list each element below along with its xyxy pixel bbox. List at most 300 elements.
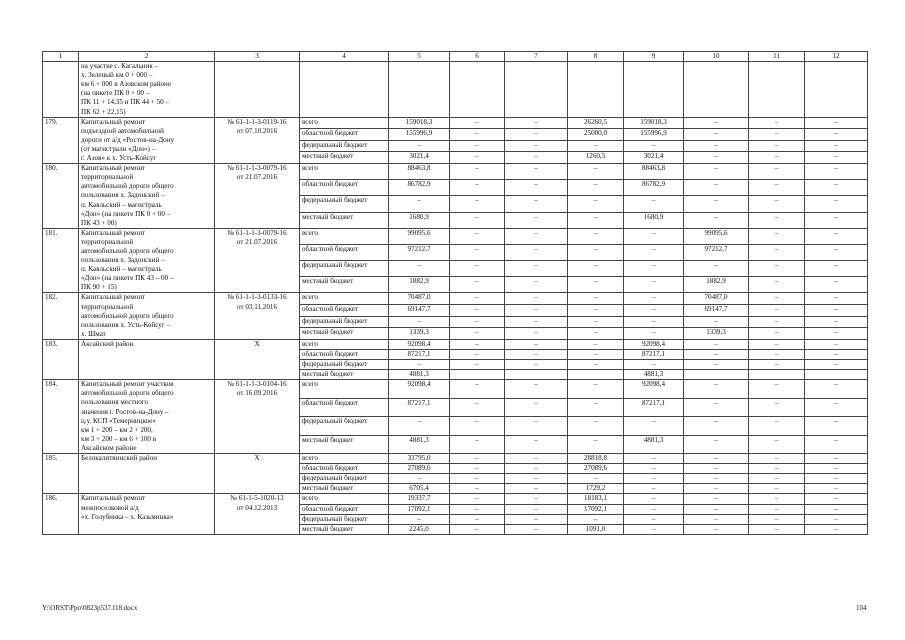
amount-cell: –	[684, 117, 749, 129]
amount-cell: –	[805, 293, 868, 305]
amount-cell: –	[450, 524, 505, 534]
table-row	[43, 339, 868, 349]
funding-source: федеральный бюджет	[300, 316, 389, 328]
funding-source: всего	[300, 293, 389, 305]
amount-cell: –	[805, 140, 868, 152]
item-name: Аксайский район	[79, 339, 215, 379]
amount-cell: –	[624, 417, 684, 435]
table-cell	[568, 62, 624, 118]
amount-cell: –	[624, 454, 684, 464]
amount-cell: –	[505, 504, 568, 514]
amount-cell: –	[805, 360, 868, 370]
column-header: 2	[79, 52, 215, 62]
amount-cell: –	[568, 196, 624, 212]
amount-cell: 1882,9	[684, 277, 749, 293]
column-header: 10	[684, 52, 749, 62]
funding-source: областной бюджет	[300, 350, 389, 360]
amount-cell: –	[450, 129, 505, 141]
amount-cell: –	[684, 380, 749, 398]
amount-cell: 17092,1	[389, 504, 450, 514]
amount-cell: –	[505, 454, 568, 464]
funding-source: областной бюджет	[300, 398, 389, 416]
amount-cell: –	[624, 140, 684, 152]
item-number: 181.	[43, 228, 79, 293]
amount-cell: –	[389, 514, 450, 524]
amount-cell: 2245,0	[389, 524, 450, 534]
amount-cell: 17092,1	[568, 504, 624, 514]
amount-cell: –	[624, 293, 684, 305]
amount-cell: –	[505, 212, 568, 228]
amount-cell: –	[749, 435, 805, 453]
amount-cell: –	[749, 417, 805, 435]
amount-cell: 4881,3	[624, 370, 684, 380]
registration-number: № 61-1-1-3-0079-16 от 21.07.2016	[215, 228, 300, 293]
amount-cell: 6705,4	[389, 484, 450, 494]
amount-cell: –	[624, 228, 684, 244]
amount-cell: –	[505, 514, 568, 524]
amount-cell: –	[684, 524, 749, 534]
amount-cell: 26260,5	[568, 117, 624, 129]
amount-cell: 86782,9	[389, 180, 450, 196]
amount-cell: –	[450, 140, 505, 152]
amount-cell: –	[505, 435, 568, 453]
amount-cell: 3021,4	[389, 152, 450, 164]
amount-cell: –	[684, 350, 749, 360]
amount-cell: 69147,7	[684, 305, 749, 317]
amount-cell: 19337,7	[389, 494, 450, 504]
amount-cell: 1882,9	[389, 277, 450, 293]
amount-cell: 88463,8	[389, 164, 450, 180]
amount-cell	[505, 370, 568, 380]
table-cell	[389, 62, 450, 118]
item-name: Капитальный ремонт межпоселковой а/д «х. Голубинка – х. Казьминка»	[79, 494, 215, 534]
amount-cell: –	[568, 360, 624, 370]
amount-cell: –	[505, 305, 568, 317]
amount-cell: –	[624, 261, 684, 277]
amount-cell: –	[450, 196, 505, 212]
item-number: 182.	[43, 293, 79, 339]
amount-cell: –	[389, 316, 450, 328]
column-header: 11	[749, 52, 805, 62]
amount-cell: –	[389, 261, 450, 277]
amount-cell: 4881,3	[389, 370, 450, 380]
amount-cell: –	[450, 293, 505, 305]
amount-cell: –	[450, 316, 505, 328]
amount-cell: –	[684, 140, 749, 152]
amount-cell: –	[568, 380, 624, 398]
amount-cell: 70487,0	[684, 293, 749, 305]
amount-cell: –	[684, 474, 749, 484]
funding-source: федеральный бюджет	[300, 360, 389, 370]
amount-cell	[450, 370, 505, 380]
amount-cell: –	[684, 212, 749, 228]
amount-cell: –	[684, 196, 749, 212]
amount-cell: –	[805, 350, 868, 360]
footer-file-path: Y:\ORST\Ppo\0823p537.f18.docx	[42, 604, 138, 612]
funding-source: областной бюджет	[300, 464, 389, 474]
column-header: 4	[300, 52, 389, 62]
amount-cell: –	[389, 474, 450, 484]
amount-cell: 1680,9	[624, 212, 684, 228]
amount-cell: 87217,1	[624, 350, 684, 360]
amount-cell: –	[568, 244, 624, 260]
amount-cell: –	[805, 164, 868, 180]
amount-cell: –	[749, 524, 805, 534]
amount-cell: 159018,3	[624, 117, 684, 129]
table-cell	[684, 62, 749, 118]
table-row	[43, 454, 868, 464]
amount-cell: –	[805, 316, 868, 328]
amount-cell: –	[805, 117, 868, 129]
amount-cell: –	[624, 464, 684, 474]
column-header: 8	[568, 52, 624, 62]
amount-cell: –	[624, 196, 684, 212]
funding-source: федеральный бюджет	[300, 196, 389, 212]
funding-source: местный бюджет	[300, 277, 389, 293]
amount-cell: –	[749, 380, 805, 398]
amount-cell	[684, 370, 749, 380]
amount-cell: –	[450, 261, 505, 277]
amount-cell: –	[450, 350, 505, 360]
amount-cell: –	[624, 484, 684, 494]
funding-source: местный бюджет	[300, 435, 389, 453]
amount-cell: –	[505, 228, 568, 244]
amount-cell: –	[749, 117, 805, 129]
amount-cell: –	[450, 152, 505, 164]
amount-cell: –	[684, 514, 749, 524]
amount-cell: –	[749, 196, 805, 212]
table-row	[43, 228, 868, 244]
funding-source: всего	[300, 494, 389, 504]
amount-cell: –	[624, 277, 684, 293]
amount-cell: 1680,9	[389, 212, 450, 228]
amount-cell: –	[450, 277, 505, 293]
amount-cell: 33795,0	[389, 454, 450, 464]
amount-cell: –	[684, 129, 749, 141]
column-header: 3	[215, 52, 300, 62]
funding-source: местный бюджет	[300, 524, 389, 534]
amount-cell: 69147,7	[389, 305, 450, 317]
amount-cell: –	[505, 360, 568, 370]
amount-cell: –	[568, 277, 624, 293]
amount-cell: –	[450, 305, 505, 317]
amount-cell: –	[450, 454, 505, 464]
table-cell	[300, 62, 389, 118]
item-name: Капитальный ремонт подъездной автомобильной дороги от а/д «Ростов-на-Дону (от магистрали «Дон») – г. Азов» к х. Усть-Койсуг	[79, 117, 215, 163]
column-header: 1	[43, 52, 79, 62]
amount-cell: –	[749, 464, 805, 474]
column-header: 7	[505, 52, 568, 62]
amount-cell: 159018,3	[389, 117, 450, 129]
funding-source: всего	[300, 164, 389, 180]
amount-cell: –	[805, 380, 868, 398]
amount-cell: –	[505, 196, 568, 212]
amount-cell: –	[450, 417, 505, 435]
amount-cell: –	[684, 435, 749, 453]
amount-cell: 97212,7	[389, 244, 450, 260]
amount-cell: –	[805, 435, 868, 453]
amount-cell: –	[749, 277, 805, 293]
registration-number: № 61-1-1-3-0104-16 от 16.09.2016	[215, 380, 300, 454]
amount-cell: –	[749, 212, 805, 228]
amount-cell: –	[568, 474, 624, 484]
amount-cell: –	[568, 328, 624, 340]
amount-cell: –	[805, 305, 868, 317]
amount-cell: –	[805, 514, 868, 524]
amount-cell: 4881,3	[389, 435, 450, 453]
amount-cell: –	[568, 180, 624, 196]
amount-cell: 155996,9	[624, 129, 684, 141]
amount-cell: –	[568, 305, 624, 317]
item-number: 179.	[43, 117, 79, 163]
amount-cell: –	[749, 360, 805, 370]
amount-cell: –	[749, 152, 805, 164]
amount-cell: 92098,4	[389, 339, 450, 349]
amount-cell: –	[450, 514, 505, 524]
amount-cell: –	[568, 435, 624, 453]
table-cell	[805, 62, 868, 118]
amount-cell: –	[749, 454, 805, 464]
amount-cell: –	[624, 244, 684, 260]
amount-cell: –	[450, 328, 505, 340]
amount-cell: –	[505, 152, 568, 164]
funding-source: федеральный бюджет	[300, 140, 389, 152]
amount-cell: 27089,6	[389, 464, 450, 474]
amount-cell: –	[805, 417, 868, 435]
funding-source: федеральный бюджет	[300, 417, 389, 435]
amount-cell: –	[624, 305, 684, 317]
amount-cell: –	[450, 360, 505, 370]
amount-cell: –	[805, 484, 868, 494]
amount-cell: –	[684, 454, 749, 464]
amount-cell: –	[805, 328, 868, 340]
amount-cell: 99095,6	[684, 228, 749, 244]
table-cell	[215, 62, 300, 118]
amount-cell: –	[568, 293, 624, 305]
amount-cell: 70487,0	[389, 293, 450, 305]
amount-cell: –	[450, 398, 505, 416]
amount-cell: –	[505, 316, 568, 328]
amount-cell: –	[805, 244, 868, 260]
budget-table	[42, 51, 868, 535]
amount-cell: –	[684, 398, 749, 416]
amount-cell: 87217,1	[389, 398, 450, 416]
item-number: 186.	[43, 494, 79, 534]
amount-cell: –	[749, 350, 805, 360]
amount-cell: –	[749, 293, 805, 305]
amount-cell: –	[505, 494, 568, 504]
funding-source: местный бюджет	[300, 212, 389, 228]
item-number: 184.	[43, 380, 79, 454]
amount-cell: –	[805, 339, 868, 349]
amount-cell: 86782,9	[624, 180, 684, 196]
amount-cell: –	[749, 474, 805, 484]
amount-cell: –	[805, 152, 868, 164]
amount-cell: –	[749, 244, 805, 260]
amount-cell: –	[805, 228, 868, 244]
amount-cell: –	[450, 244, 505, 260]
amount-cell: –	[684, 261, 749, 277]
table-row	[43, 164, 868, 180]
amount-cell: –	[505, 417, 568, 435]
column-header: 5	[389, 52, 450, 62]
amount-cell: –	[749, 328, 805, 340]
amount-cell: –	[684, 180, 749, 196]
funding-source: местный бюджет	[300, 370, 389, 380]
amount-cell: 25000,0	[568, 129, 624, 141]
amount-cell	[805, 370, 868, 380]
amount-cell: –	[505, 244, 568, 260]
amount-cell: –	[749, 305, 805, 317]
amount-cell: –	[505, 117, 568, 129]
amount-cell: –	[749, 140, 805, 152]
amount-cell: –	[389, 360, 450, 370]
amount-cell: 1729,2	[568, 484, 624, 494]
amount-cell: –	[684, 316, 749, 328]
funding-source: федеральный бюджет	[300, 261, 389, 277]
amount-cell: –	[450, 504, 505, 514]
table-row	[43, 293, 868, 305]
table-cell	[624, 62, 684, 118]
amount-cell: –	[450, 339, 505, 349]
amount-cell: –	[568, 398, 624, 416]
item-number: 185.	[43, 454, 79, 494]
amount-cell: –	[805, 277, 868, 293]
amount-cell: –	[568, 417, 624, 435]
amount-cell: –	[505, 398, 568, 416]
amount-cell: –	[749, 180, 805, 196]
amount-cell: 4881,3	[624, 435, 684, 453]
table-cell	[749, 62, 805, 118]
amount-cell: –	[805, 494, 868, 504]
registration-number: № 61-1-1-3-0079-16 от 21.07.2016	[215, 164, 300, 229]
registration-number: Х	[215, 339, 300, 379]
amount-cell: 88463,8	[624, 164, 684, 180]
amount-cell: 87217,1	[389, 350, 450, 360]
amount-cell: –	[749, 129, 805, 141]
amount-cell: –	[568, 140, 624, 152]
amount-cell: –	[624, 328, 684, 340]
funding-source: областной бюджет	[300, 180, 389, 196]
amount-cell: –	[805, 180, 868, 196]
item-number: 183.	[43, 339, 79, 379]
table-row	[43, 380, 868, 398]
amount-cell: –	[684, 494, 749, 504]
amount-cell: –	[450, 380, 505, 398]
amount-cell: –	[450, 212, 505, 228]
amount-cell: –	[624, 360, 684, 370]
amount-cell: –	[505, 277, 568, 293]
amount-cell: 87217,1	[624, 398, 684, 416]
header-row	[43, 52, 868, 62]
amount-cell: –	[749, 484, 805, 494]
amount-cell: –	[568, 212, 624, 228]
item-number: 180.	[43, 164, 79, 229]
table-row	[43, 494, 868, 504]
amount-cell: –	[805, 129, 868, 141]
amount-cell: –	[505, 524, 568, 534]
amount-cell: 1260,5	[568, 152, 624, 164]
amount-cell: –	[505, 328, 568, 340]
amount-cell: –	[568, 316, 624, 328]
amount-cell: –	[505, 261, 568, 277]
amount-cell: –	[684, 152, 749, 164]
registration-number: № 61-1-1-3-0133-16 от 03.11.2016	[215, 293, 300, 339]
amount-cell: –	[505, 474, 568, 484]
amount-cell: 18183,1	[568, 494, 624, 504]
amount-cell: –	[805, 398, 868, 416]
table-cell	[43, 62, 79, 118]
amount-cell	[749, 370, 805, 380]
funding-source: всего	[300, 380, 389, 398]
funding-source: всего	[300, 117, 389, 129]
column-header: 12	[805, 52, 868, 62]
amount-cell: –	[749, 261, 805, 277]
funding-source: федеральный бюджет	[300, 514, 389, 524]
amount-cell: –	[505, 293, 568, 305]
amount-cell: –	[505, 129, 568, 141]
amount-cell: –	[684, 339, 749, 349]
amount-cell: –	[505, 180, 568, 196]
amount-cell: –	[749, 514, 805, 524]
amount-cell: –	[684, 504, 749, 514]
item-name: Капитальный ремонт территориальной автомобильной дороги общего пользования х. Задонский – п. Каяльский – магистраль «Дон» (на пикете ПК 43 – 00 – ПК 90 + 15)	[79, 228, 215, 293]
column-header: 6	[450, 52, 505, 62]
amount-cell: 1339,3	[684, 328, 749, 340]
amount-cell: –	[450, 474, 505, 484]
amount-cell: –	[450, 494, 505, 504]
funding-source: областной бюджет	[300, 504, 389, 514]
table-row	[43, 117, 868, 129]
amount-cell: 92098,4	[624, 380, 684, 398]
table-cell	[505, 62, 568, 118]
amount-cell: –	[624, 494, 684, 504]
amount-cell: –	[805, 524, 868, 534]
amount-cell: –	[568, 514, 624, 524]
amount-cell: –	[505, 380, 568, 398]
amount-cell: 27089,6	[568, 464, 624, 474]
amount-cell: 3021,4	[624, 152, 684, 164]
funding-source: областной бюджет	[300, 129, 389, 141]
table-cell	[450, 62, 505, 118]
amount-cell: –	[568, 350, 624, 360]
amount-cell	[568, 370, 624, 380]
funding-source: федеральный бюджет	[300, 474, 389, 484]
amount-cell: –	[684, 484, 749, 494]
item-name: на участке с. Кагальник – х. Зеленый км 0 + 000 – км 6 + 000 в Азовском районе (на пикете ПК 0 + 00 – ПК 11 + 14,35 и ПК 44 + 50 – ПК 62 + 22,15)	[79, 62, 215, 118]
registration-number: № 61-1-5-1020-13 от 04.12.2013	[215, 494, 300, 534]
amount-cell: –	[505, 350, 568, 360]
amount-cell: –	[805, 261, 868, 277]
amount-cell: –	[684, 360, 749, 370]
funding-source: областной бюджет	[300, 244, 389, 260]
amount-cell: –	[684, 164, 749, 180]
amount-cell: –	[389, 196, 450, 212]
registration-number: № 61-1-1-3-0119-16 от 07.10.2016	[215, 117, 300, 163]
amount-cell: –	[568, 164, 624, 180]
amount-cell: –	[805, 464, 868, 474]
amount-cell: –	[805, 196, 868, 212]
amount-cell: 155996,9	[389, 129, 450, 141]
amount-cell: –	[749, 164, 805, 180]
amount-cell: 99095,6	[389, 228, 450, 244]
amount-cell: –	[450, 164, 505, 180]
amount-cell: –	[450, 228, 505, 244]
amount-cell: –	[568, 339, 624, 349]
amount-cell: 97212,7	[684, 244, 749, 260]
amount-cell: 1091,0	[568, 524, 624, 534]
amount-cell: –	[624, 474, 684, 484]
